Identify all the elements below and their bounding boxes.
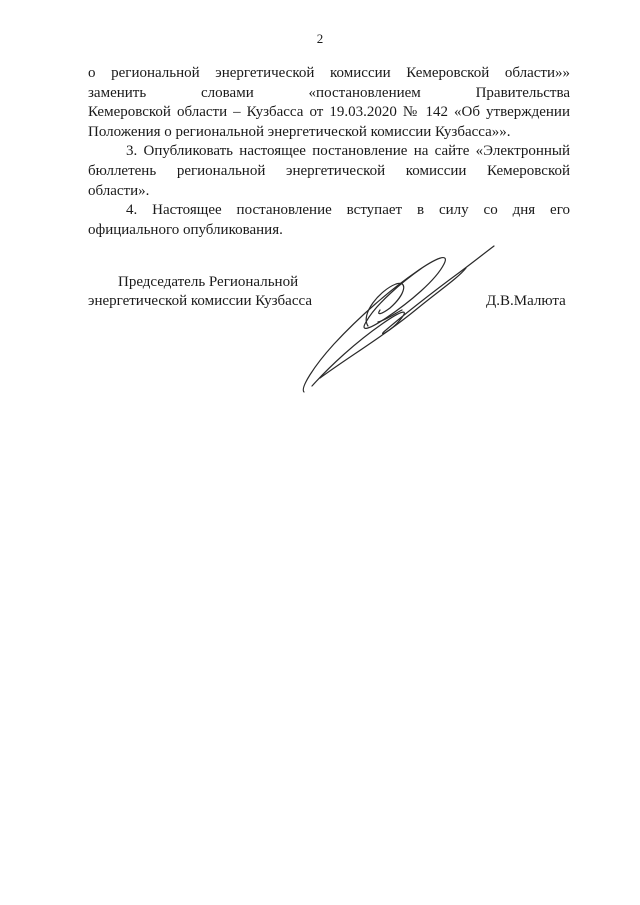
signatory-title-line-1: Председатель Региональной [118, 274, 299, 290]
signatory-title-line-2: энергетической комиссии Кузбасса [88, 293, 312, 309]
paragraph-1 [88, 64, 570, 142]
paragraph-2-line: области». [88, 182, 150, 199]
signatory-title [88, 273, 312, 311]
document-body [88, 64, 570, 240]
paragraph-2-line: бюллетень региональной энергетической комиссии Кемеровской [88, 162, 570, 179]
paragraph-2-line: 3. Опубликовать настоящее постановление на сайте «Электронный [126, 143, 570, 160]
paragraph-1-line: Кемеровской области – Кузбасса от 19.03.2020 № 142 «Об утверждении [88, 104, 570, 121]
paragraph-2 [88, 142, 570, 201]
page-number: 2 [316, 31, 324, 46]
paragraph-3-line: официального опубликования. [88, 221, 283, 238]
paragraph-3 [88, 201, 570, 240]
paragraph-1-line: о региональной энергетической комиссии Кемеровской области»» [88, 65, 570, 81]
paragraph-1-line: Положения о региональной энергетической комиссии Кузбасса»». [88, 123, 511, 140]
paragraph-1-line: заменить словами «постановлением Правительства [88, 84, 570, 101]
handwritten-signature [290, 238, 510, 398]
signer-name: Д.В.Малюта [486, 293, 566, 309]
paragraph-3-line: 4. Настоящее постановление вступает в силу со дня его [126, 202, 570, 219]
